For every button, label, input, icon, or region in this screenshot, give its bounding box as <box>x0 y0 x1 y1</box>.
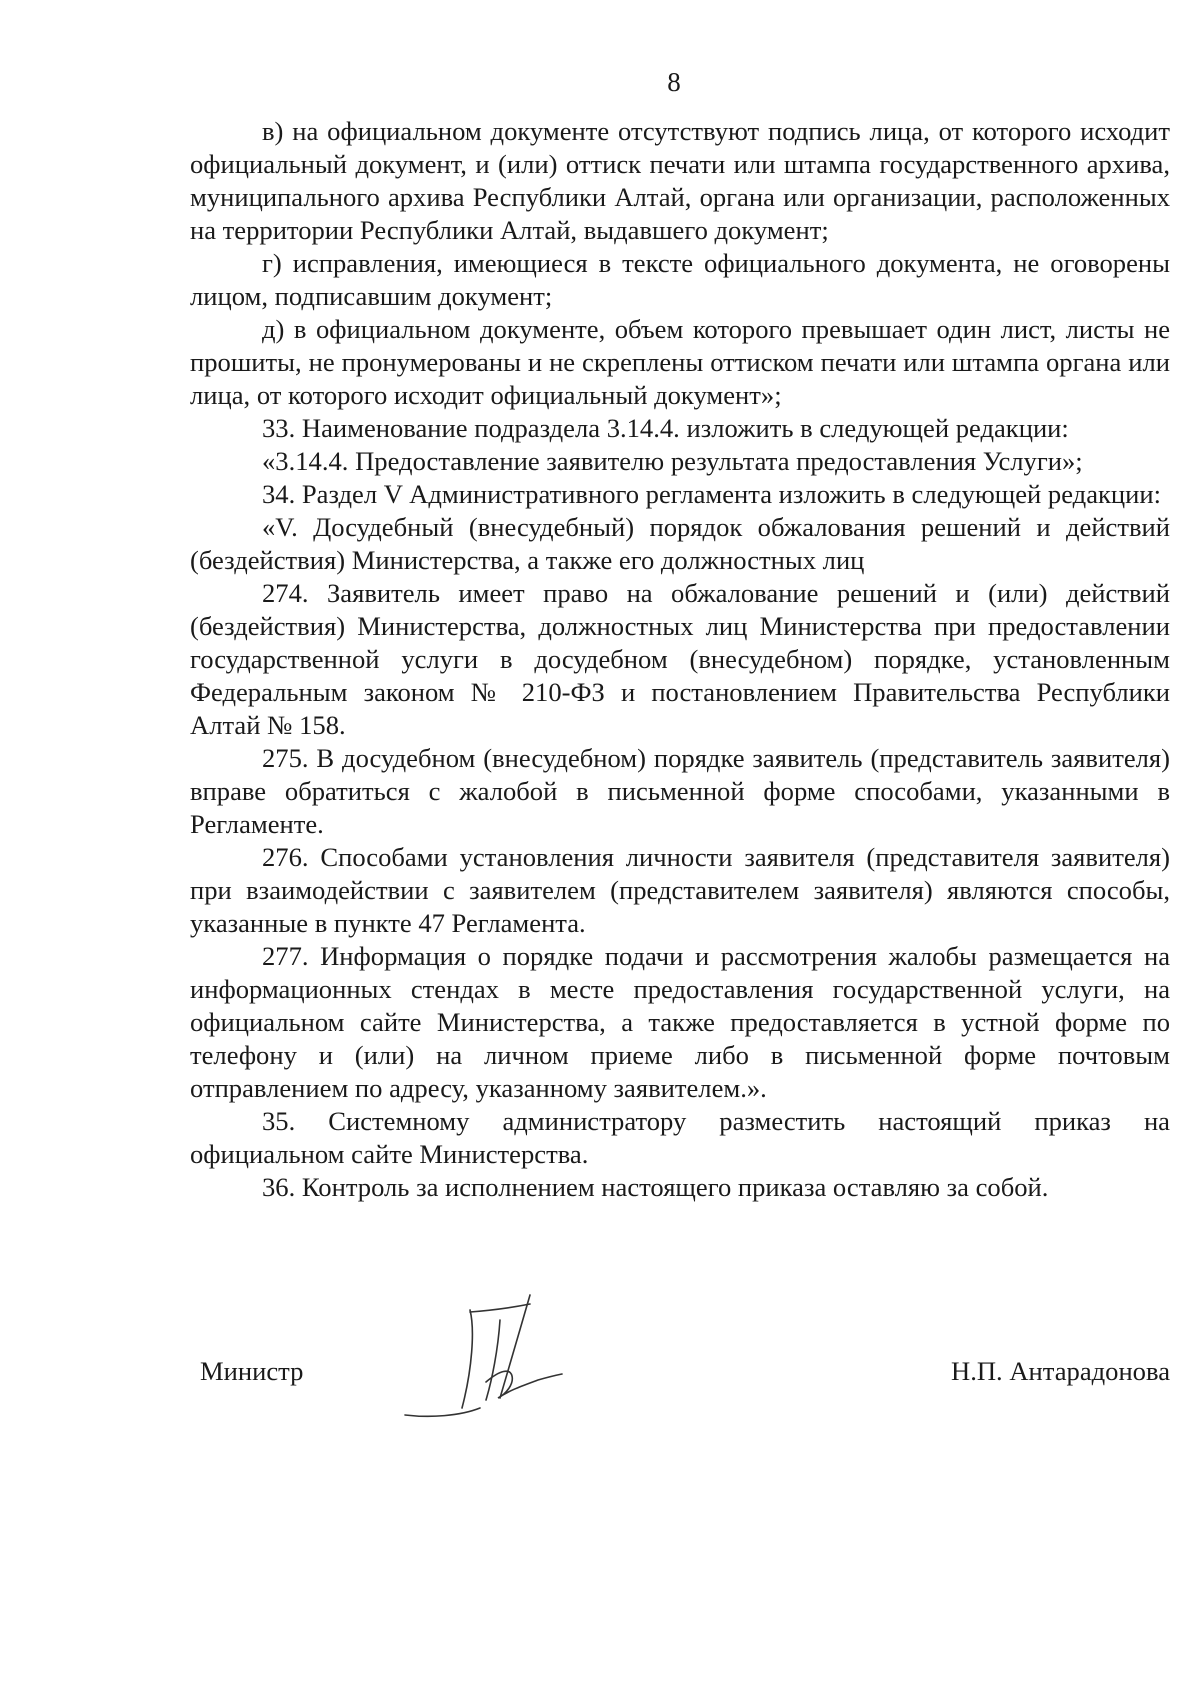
signer-name: Н.П. Антарадонова <box>950 1356 1170 1386</box>
paragraph-275: 275. В досудебном (внесудебном) порядке заявитель (представитель заявителя) вправе обратиться с жалобой в письменной форме способами, указанными в Регламенте. <box>190 743 1170 839</box>
section-v-heading: «V. Досудебный (внесудебный) порядок обжалования решений и действий (бездействия) Министерства, а также его должностных лиц <box>190 512 1170 575</box>
document-body <box>190 115 1170 1204</box>
paragraph-276: 276. Способами установления личности заявителя (представителя заявителя) при взаимодействии с заявителем (представителем заявителя) являются способы, указанные в пункте 47 Регламента. <box>190 842 1170 938</box>
paragraph-v: в) на официальном документе отсутствуют подпись лица, от которого исходит официальный документ, и (или) оттиск печати или штампа государственного архива, муниципального архива Республики Алтай, органа или организации, расположенных на территории Республики Алтай, выдавшего документ; <box>190 116 1170 245</box>
paragraph-33: 33. Наименование подраздела 3.14.4. изложить в следующей редакции: <box>262 413 1069 443</box>
paragraph-35: 35. Системному администратору разместить настоящий приказ на официальном сайте Министерства. <box>190 1106 1170 1169</box>
signer-title: Министр <box>200 1356 304 1386</box>
signature-block <box>200 1355 1170 1405</box>
paragraph-274: 274. Заявитель имеет право на обжалование решений и (или) действий (бездействия) Министерства, должностных лиц Министерства при предоставлении государственной услуги в досудебном (внесудебном) порядке, установленным Федеральным законом № 210-ФЗ и постановлением Правительства Республики Алтай № 158. <box>190 578 1170 740</box>
paragraph-g: г) исправления, имеющиеся в тексте официального документа, не оговорены лицом, подписавшим документ; <box>190 248 1170 311</box>
paragraph-3-14-4: «3.14.4. Предоставление заявителю результата предоставления Услуги»; <box>262 446 1083 476</box>
paragraph-34: 34. Раздел V Административного регламента изложить в следующей редакции: <box>262 479 1162 509</box>
paragraph-d: д) в официальном документе, объем которого превышает один лист, листы не прошиты, не пронумерованы и не скреплены оттиском печати или штампа органа или лица, от которого исходит официальный документ»; <box>190 314 1170 410</box>
page-number: 8 <box>667 67 681 97</box>
paragraph-36: 36. Контроль за исполнением настоящего приказа оставляю за собой. <box>262 1172 1049 1202</box>
paragraph-277: 277. Информация о порядке подачи и рассмотрения жалобы размещается на информационных стендах в месте предоставления государственной услуги, на официальном сайте Министерства, а также предоставляется в устной форме по телефону и (или) на личном приеме либо в письменной форме почтовым отправлением по адресу, указанному заявителем.». <box>190 941 1170 1103</box>
